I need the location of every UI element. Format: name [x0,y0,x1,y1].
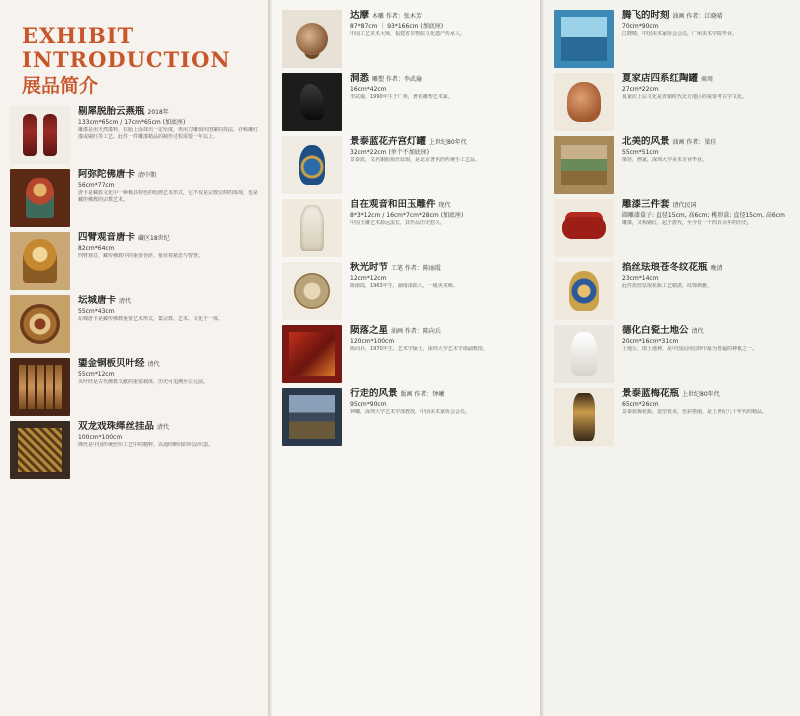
item-desc: 此件掐丝珐琅花瓶工艺精湛，纹饰典雅。 [622,283,713,289]
item-name: 德化白瓷土地公 清代 [622,325,704,336]
column-right [544,0,800,716]
cloisonne-vase-thumbnail [282,136,342,194]
item-desc: 景泰蓝，又名铜胎掐丝珐琅，是北京著名的传统手工艺品。 [350,157,481,163]
jade-guanyin-thumbnail [282,199,342,257]
plum-vase-thumbnail [554,388,614,446]
item-dims: 23cm*14cm [622,275,659,282]
north-landscape-thumbnail [554,136,614,194]
item-desc: 陈丽霞，1963年生，湖南邵阳人，一级美术师。 [350,283,458,289]
item-dims: 16cm*42cm [350,86,387,93]
exhibit-item [10,106,258,164]
column-left [0,0,268,716]
exhibit-item [554,262,790,320]
item-dims: 100cm*100cm [78,434,123,441]
item-name: 双龙戏珠缂丝挂品 清代 [78,421,170,432]
item-desc: 坛城唐卡是藏传佛教重要艺术形式，集宗教、艺术、文化于一体。 [78,316,224,322]
mandala-thumbnail [10,295,70,353]
exhibit-item [10,295,258,353]
item-dims: 55cm*12cm [78,371,115,378]
item-dims: 55cm*43cm [78,308,115,315]
item-desc: 土地公，即土地神，是中国民间信仰中最为普遍的神祇之一。 [622,346,758,352]
column-middle [272,0,540,716]
item-dims: 56cm*77cm [78,182,115,189]
title-en-line1: EXHIBIT [22,23,135,48]
globe-sculpture-thumbnail [282,10,342,68]
item-desc: 陈向兵，1970年生，艺术学硕士，深圳大学艺术学部副教授。 [350,346,488,352]
item-dims: 87*87cm ｜ 93*166cm (加底座) [350,23,444,30]
item-name: 雕漆三件套 清代民国 [622,199,697,210]
item-name: 景泰蓝梅花瓶 上世纪80年代 [622,388,720,399]
item-desc: 雕漆是用天然漆料，在胎上涂抹出一定厚度，再用刀雕刻出图案的技法，亦称雕红漆或剔红等工艺。此件一件雕漆精品的制作过程需要一年以上。 [78,127,258,140]
enamel-vase-thumbnail [554,262,614,320]
item-desc: 夏家店上层文化是青铜时代北方地区的重要考古学文化。 [622,94,748,100]
item-dims: 20cm*16cm*31cm [622,338,679,345]
item-dims: 圆雕漆盒子: 直径15cm, 高6cm; 桃形盒: 直径15cm, 高6cm [622,212,785,219]
tapestry-thumbnail [10,421,70,479]
item-desc: 钟曦，深圳大学艺术学部教授，中国美术家协会会员。 [350,409,471,415]
item-desc: 贝叶经是古代佛教文献的重要载体，历史可追溯至公元前。 [78,379,209,385]
item-name: 北美的风景 油画 作者：梁佳 [622,136,717,147]
exhibit-item [282,325,530,383]
exhibit-item [554,199,790,257]
exhibit-item [10,169,258,227]
exhibit-item [282,262,530,320]
lacquer-vase-thumbnail [10,106,70,164]
item-name: 秋光时节 工笔 作者：陈丽霞 [350,262,441,273]
exhibit-item [10,421,258,479]
item-desc: 李武瑜，1990年生于广州，著名雕塑艺术家。 [350,94,453,100]
abstract-painting-thumbnail [282,325,342,383]
exhibit-item [554,388,790,446]
landscape-print-thumbnail [282,388,342,446]
item-dims: 65cm*26cm [622,401,659,408]
exhibit-item [554,136,790,194]
bird-sculpture-thumbnail [282,73,342,131]
item-desc: 唐卡是藏族文化中一种极具特色的绘画艺术形式，它不仅是宗教信仰的体现，也是藏传佛教的宗教艺术。 [78,190,258,203]
exhibit-item [282,10,530,68]
exhibit-item [10,358,258,416]
item-desc: 江晓晴，中国美术家协会会员，广州美术学院毕业。 [622,31,738,37]
item-name: 自在观音和田玉雕件 现代 [350,199,451,210]
item-name: 达摩 木雕 作者：张木芳 [350,10,422,21]
thangka-thumbnail [10,169,70,227]
item-dims: 8*3*12cm / 16cm*7cm*28cm (加底座) [350,212,464,219]
exhibit-item [554,10,790,68]
exhibit-item [282,199,530,257]
item-name: 行走的风景 版画 作者：钟曦 [350,388,445,399]
item-dims: 55cm*51cm [622,149,659,156]
lacquer-boxes-thumbnail [554,199,614,257]
item-dims: 82cm*64cm [78,245,115,252]
item-desc: 梁佳，画家，深圳大学美术专业毕业。 [622,157,708,163]
item-desc: 四臂观音，藏传佛教中的重要菩萨，象征着慈悲与智慧。 [78,253,204,259]
item-desc: 雕漆，又称剔红，起于唐代，至今有一千四百余年的历史。 [622,220,753,226]
item-dims: 27cm*22cm [622,86,659,93]
clay-jar-thumbnail [554,73,614,131]
exhibit-item [554,73,790,131]
item-name: 陨落之星 油画 作者：陈向兵 [350,325,441,336]
title-cn: 展品简介 [22,75,99,97]
item-name: 剔犀脱胎云燕瓶 2018年 [78,106,169,117]
boat-painting-thumbnail [554,10,614,68]
item-name: 四臂观音唐卡 藏区18世纪 [78,232,170,243]
exhibit-item [282,388,530,446]
carved-panels-thumbnail [10,358,70,416]
item-name: 腾飞的时刻 油画 作者：江晓晴 [622,10,723,21]
item-desc: 中国玉雕艺术源远流长，其作品历史悠久。 [350,220,446,226]
item-desc: 中国工艺美术大师，福建省非物质文化遗产传承人。 [350,31,466,37]
exhibit-item [554,325,790,383]
item-name: 洞悉 雕塑 作者：李武瑜 [350,73,422,84]
item-dims: 133cm*65cm / 17cm*65cm (加底座) [78,119,186,126]
item-name: 夏家店四系红陶罐 商周 [622,73,714,84]
item-name: 掐丝珐琅苍冬纹花瓶 晚清 [622,262,723,273]
item-dims: 120cm*100cm [350,338,395,345]
item-name: 鎏金铜板贝叶经 清代 [78,358,160,369]
item-dims: 32cm*22cm (单个不加底座) [350,149,430,156]
exhibit-item [282,136,530,194]
item-dims: 70cm*90cm [622,23,659,30]
round-painting-thumbnail [282,262,342,320]
item-name: 阿弥陀佛唐卡 清中期 [78,169,157,180]
title-block [22,24,258,98]
exhibit-item [10,232,258,290]
title-en-line2: INTRODUCTION [22,47,231,72]
exhibit-item [282,73,530,131]
item-desc: 缂丝是中国传统丝织工艺中的精粹，以通经断纬的织法织造。 [78,442,214,448]
item-name: 坛城唐卡 清代 [78,295,132,306]
porcelain-figure-thumbnail [554,325,614,383]
item-name: 景泰蓝花卉宫灯罐 上世纪80年代 [350,136,467,147]
guanyin-thangka-thumbnail [10,232,70,290]
item-dims: 12cm*12cm [350,275,387,282]
item-dims: 95cm*90cm [350,401,387,408]
item-desc: 景泰蓝梅花瓶，造型优美，色彩艳丽，是上世纪八十年代的精品。 [622,409,768,415]
